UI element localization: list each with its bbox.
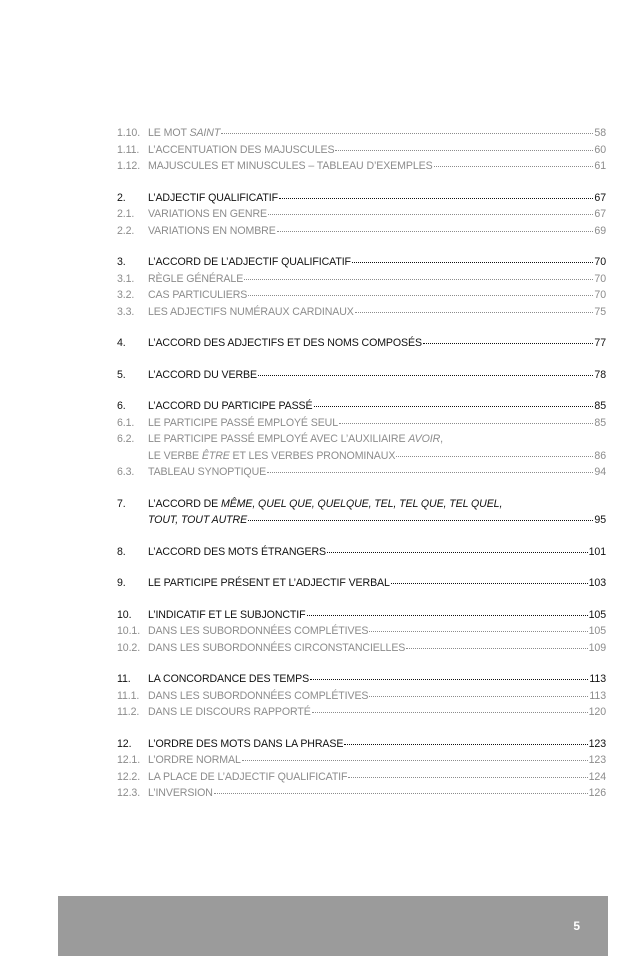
entry-title-segment: LE PARTICIPE PASSÉ EMPLOYÉ AVEC L’AUXILIAIRE: [148, 433, 409, 445]
toc-section-entry: [117, 271, 606, 288]
entry-number: 3.1.: [117, 272, 135, 285]
toc-chapter-entry: [117, 398, 606, 415]
entry-title-segment: L’ADJECTIF QUALIFICATIF: [148, 191, 278, 204]
entry-page-number: 75: [594, 305, 606, 318]
entry-page-number: 85: [594, 400, 606, 412]
toc-section-entry: [117, 704, 606, 721]
dot-leader: [344, 743, 587, 745]
toc-chapter-entry: [117, 736, 606, 753]
entry-title: [148, 671, 309, 688]
entry-page-number: 123: [588, 737, 606, 750]
entry-title-segment: DANS LES SUBORDONNÉES CIRCONSTANCIELLES: [148, 641, 406, 654]
table-of-contents: [117, 125, 606, 802]
entry-title: [148, 415, 338, 432]
entry-number: 2.: [117, 191, 126, 204]
dot-leader: [406, 647, 587, 649]
toc-chapter-entry: [117, 367, 606, 384]
entry-number: 1.10.: [117, 127, 141, 139]
entry-number: 3.: [117, 256, 126, 268]
entry-page-number: 67: [594, 208, 606, 220]
entry-title-segment: RÈGLE GÉNÉRALE: [148, 272, 244, 285]
dot-leader: [327, 551, 588, 553]
entry-number: 1.11.: [117, 143, 140, 156]
toc-section-entry: [117, 415, 606, 432]
entry-page-number: 85: [594, 416, 606, 429]
entry-title-segment: DANS LES SUBORDONNÉES COMPLÉTIVES: [148, 689, 369, 702]
entry-title-segment: ÊTRE: [201, 449, 230, 462]
dot-leader: [310, 678, 588, 680]
dot-leader: [355, 311, 594, 313]
dot-leader: [339, 422, 593, 424]
entry-number: 5.: [117, 368, 126, 381]
entry-number: 3.3.: [117, 305, 135, 318]
toc-chapter-entry: [117, 496, 606, 529]
entry-page-number: 70: [594, 289, 606, 301]
page-number: 5: [573, 919, 580, 933]
dot-leader: [214, 792, 588, 794]
entry-title-segment: ,: [440, 433, 443, 445]
toc-chapter-entry: [117, 607, 606, 624]
entry-title: [148, 785, 213, 802]
entry-number: 6.1.: [117, 416, 135, 429]
entry-page-number: 70: [594, 256, 606, 268]
entry-page-number: 109: [588, 641, 606, 654]
toc-chapter-entry: [117, 544, 606, 561]
entry-title-segment: TOUT, TOUT AUTRE: [148, 514, 248, 526]
dot-leader: [348, 776, 587, 778]
entry-title: [148, 223, 276, 240]
entry-page-number: 103: [588, 577, 606, 589]
entry-number: 10.2.: [117, 641, 141, 654]
entry-title: [148, 190, 278, 207]
entry-page-number: 120: [588, 706, 606, 718]
entry-title: [148, 271, 243, 288]
entry-title: [148, 254, 351, 271]
toc-section-entry: [117, 752, 606, 769]
entry-page-number: 126: [588, 787, 606, 799]
toc-chapter-entry: [117, 575, 606, 592]
entry-number: 1.12.: [117, 160, 141, 172]
entry-title-segment: L’ORDRE DES MOTS DANS LA PHRASE: [148, 737, 344, 750]
dot-leader: [258, 374, 593, 376]
entry-title-first-line: [148, 431, 606, 448]
entry-title: [148, 206, 267, 223]
entry-number: 3.2.: [117, 289, 135, 301]
entry-page-number: 86: [594, 449, 606, 462]
entry-title-segment: L’INDICATIF ET LE SUBJONCTIF: [148, 608, 306, 621]
entry-title-segment: CAS PARTICULIERS: [148, 289, 248, 301]
entry-number: 11.: [117, 673, 131, 685]
entry-number: 12.3.: [117, 787, 141, 799]
toc-chapter-entry: [117, 671, 606, 688]
entry-number: 11.2.: [117, 706, 140, 718]
entry-title: [148, 736, 343, 753]
dot-leader: [248, 519, 593, 521]
entry-title-segment: LA PLACE DE L’ADJECTIF QUALIFICATIF: [148, 770, 348, 783]
entry-title-segment: L’ACCORD DE L’ADJECTIF QUALIFICATIF: [148, 256, 351, 268]
entry-page-number: 77: [594, 337, 606, 349]
entry-page-number: 105: [588, 625, 606, 637]
entry-title: [148, 448, 395, 465]
entry-page-number: 94: [594, 466, 606, 478]
dot-leader: [434, 165, 594, 167]
dot-leader: [267, 471, 593, 473]
entry-title-segment: LE PARTICIPE PRÉSENT ET L’ADJECTIF VERBAL: [148, 577, 390, 589]
toc-section-entry: [117, 304, 606, 321]
toc-section-entry: [117, 769, 606, 786]
entry-title-segment: DANS LES SUBORDONNÉES COMPLÉTIVES: [148, 625, 369, 637]
entry-title: [148, 304, 354, 321]
entry-title-segment: ET LES VERBES PRONOMINAUX: [229, 449, 396, 462]
entry-title-segment: MÊME, QUEL QUE, QUELQUE, TEL, TEL QUE, TEL QUEL,: [220, 497, 503, 510]
entry-title-segment: LE VERBE: [148, 449, 202, 462]
dot-leader: [248, 294, 593, 296]
toc-section-entry: [117, 287, 606, 304]
dot-leader: [242, 759, 588, 761]
dot-leader: [221, 132, 593, 134]
toc-section-entry: [117, 431, 606, 464]
entry-title: [148, 335, 422, 352]
dot-leader: [277, 230, 594, 232]
dot-leader: [391, 582, 588, 584]
dot-leader: [396, 455, 593, 457]
entry-title: [148, 158, 433, 175]
dot-leader: [335, 149, 593, 151]
dot-leader: [369, 695, 588, 697]
entry-title: [148, 769, 347, 786]
entry-title-segment: AVOIR: [408, 433, 441, 445]
entry-number: 10.1.: [117, 625, 141, 637]
entry-number: 6.3.: [117, 466, 135, 478]
entry-title-segment: LE MOT: [148, 127, 190, 139]
entry-title-segment: L’ACCENTUATION DES MAJUSCULES: [148, 143, 335, 156]
toc-section-entry: [117, 206, 606, 223]
entry-page-number: 58: [594, 127, 606, 139]
entry-page-number: 101: [588, 545, 606, 558]
entry-number: 8.: [117, 545, 126, 558]
entry-title: [148, 752, 241, 769]
entry-title-segment: L’INVERSION: [148, 787, 213, 799]
entry-title-segment: L’ORDRE NORMAL: [148, 754, 241, 766]
dot-leader: [312, 711, 588, 713]
toc-chapter-entry: [117, 335, 606, 352]
entry-page-number: 69: [594, 224, 606, 237]
toc-section-entry: [117, 142, 606, 159]
entry-number: 6.2.: [117, 433, 135, 445]
toc-section-entry: [117, 125, 606, 142]
entry-title: [148, 398, 313, 415]
dot-leader: [314, 405, 594, 407]
entry-title: [148, 142, 334, 159]
entry-page-number: 78: [594, 368, 606, 381]
entry-title-segment: LA CONCORDANCE DES TEMPS: [148, 673, 310, 685]
entry-title-first-line: [148, 496, 606, 513]
toc-section-entry: [117, 223, 606, 240]
dot-leader: [423, 342, 593, 344]
dot-leader: [268, 213, 593, 215]
entry-page-number: 113: [589, 673, 606, 685]
dot-leader: [307, 614, 588, 616]
toc-section-entry: [117, 158, 606, 175]
entry-number: 9.: [117, 577, 126, 589]
entry-number: 2.1.: [117, 208, 135, 220]
entry-page-number: 61: [594, 160, 606, 172]
entry-number: 4.: [117, 337, 126, 349]
entry-number: 12.: [117, 737, 132, 750]
dot-leader: [279, 197, 593, 199]
entry-page-number: 67: [594, 191, 606, 204]
entry-title-segment: L’ACCORD DE: [148, 497, 221, 510]
entry-title: [148, 640, 405, 657]
entry-title-segment: SAINT: [189, 127, 221, 139]
toc-section-entry: [117, 640, 606, 657]
toc-section-entry: [117, 623, 606, 640]
entry-title: [148, 512, 247, 529]
entry-page-number: 60: [594, 143, 606, 156]
entry-page-number: 123: [588, 754, 606, 766]
entry-page-number: 113: [589, 689, 606, 702]
entry-title: [148, 367, 257, 384]
toc-section-entry: [117, 785, 606, 802]
entry-title: [148, 688, 368, 705]
entry-number: 12.1.: [117, 754, 141, 766]
entry-page-number: 70: [594, 272, 606, 285]
entry-title-segment: L’ACCORD DES MOTS ÉTRANGERS: [148, 545, 327, 558]
entry-title: [148, 623, 368, 640]
entry-page-number: 105: [588, 608, 606, 621]
entry-title: [148, 575, 390, 592]
dot-leader: [352, 261, 593, 263]
entry-number: 6.: [117, 400, 126, 412]
entry-title: [148, 287, 247, 304]
entry-page-number: 124: [588, 770, 606, 783]
entry-page-number: 95: [594, 514, 606, 526]
entry-title: [148, 704, 311, 721]
entry-number: 2.2.: [117, 224, 135, 237]
entry-title-segment: LES ADJECTIFS NUMÉRAUX CARDINAUX: [148, 305, 354, 318]
entry-title: [148, 607, 306, 624]
entry-title-segment: TABLEAU SYNOPTIQUE: [148, 466, 267, 478]
entry-title-segment: L’ACCORD DES ADJECTIFS ET DES NOMS COMPOSÉS: [148, 337, 422, 349]
entry-title: [148, 125, 220, 142]
entry-title-segment: DANS LE DISCOURS RAPPORTÉ: [148, 706, 311, 718]
toc-chapter-entry: [117, 190, 606, 207]
entry-title: [148, 464, 266, 481]
entry-number: 11.1.: [117, 689, 140, 702]
entry-title-segment: VARIATIONS EN NOMBRE: [148, 224, 276, 237]
entry-number: 7.: [117, 497, 126, 510]
entry-title-segment: LE PARTICIPE PASSÉ EMPLOYÉ SEUL: [148, 416, 339, 429]
toc-chapter-entry: [117, 254, 606, 271]
entry-title: [148, 544, 326, 561]
dot-leader: [244, 278, 593, 280]
footer-band: [58, 896, 608, 956]
entry-number: 10.: [117, 608, 132, 621]
toc-section-entry: [117, 464, 606, 481]
dot-leader: [369, 630, 587, 632]
entry-title-segment: MAJUSCULES ET MINUSCULES – TABLEAU D’EXEMPLES: [148, 160, 433, 172]
entry-title-segment: L’ACCORD DU PARTICIPE PASSÉ: [148, 400, 313, 412]
entry-title-segment: L’ACCORD DU VERBE: [148, 368, 257, 381]
entry-number: 12.2.: [117, 770, 141, 783]
toc-section-entry: [117, 688, 606, 705]
entry-title-segment: VARIATIONS EN GENRE: [148, 208, 267, 220]
